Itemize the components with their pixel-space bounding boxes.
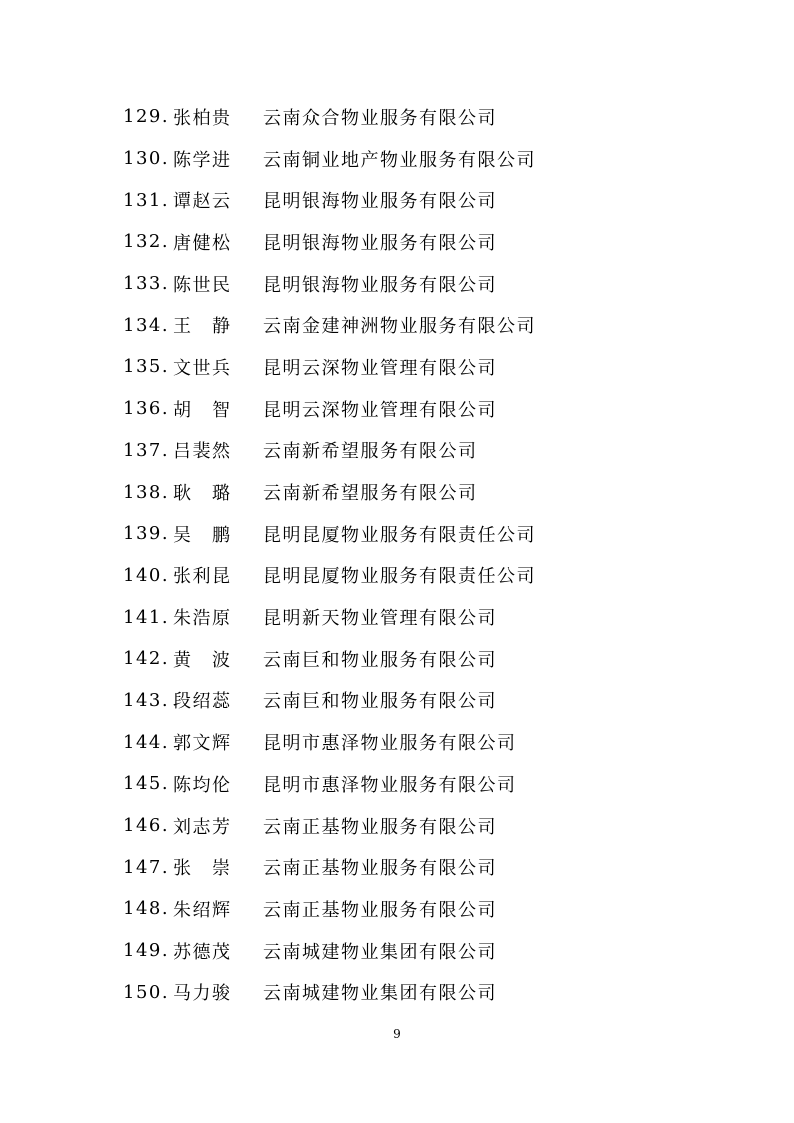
entry-number: 142.: [123, 648, 170, 670]
entry-name: 张 崇: [173, 858, 232, 880]
entry-number: 129.: [123, 106, 170, 128]
entry-company: 昆明昆厦物业服务有限责任公司: [263, 524, 536, 546]
entry-name: 黄 波: [173, 649, 232, 671]
entry-name: 耿 璐: [173, 483, 232, 505]
entry-name: 唐健松: [173, 232, 232, 254]
entry-company: 云南城建物业集团有限公司: [263, 983, 497, 1005]
entry-name: 文世兵: [173, 357, 232, 379]
entry-name: 陈世民: [173, 274, 232, 296]
entry-number: 133.: [123, 273, 170, 295]
list-item: [123, 263, 683, 305]
entry-number: 146.: [123, 815, 170, 837]
list-item: [123, 805, 683, 847]
list-item: [123, 930, 683, 972]
entry-company: 昆明云深物业管理有限公司: [263, 357, 497, 379]
entry-company: 云南新希望服务有限公司: [263, 483, 478, 505]
list-item: [123, 471, 683, 513]
entry-company: 云南新希望服务有限公司: [263, 441, 478, 463]
entry-name: 陈均伦: [173, 774, 232, 796]
list-item: [123, 971, 683, 1013]
list-item: [123, 179, 683, 221]
list-item: [123, 138, 683, 180]
entry-company: 云南城建物业集团有限公司: [263, 941, 497, 963]
entry-number: 144.: [123, 731, 170, 753]
entry-company: 云南众合物业服务有限公司: [263, 107, 497, 129]
entry-company: 昆明市惠泽物业服务有限公司: [263, 733, 517, 755]
entry-company: 云南正基物业服务有限公司: [263, 858, 497, 880]
entry-name: 张利昆: [173, 566, 232, 588]
list-item: [123, 596, 683, 638]
entry-company: 昆明市惠泽物业服务有限公司: [263, 774, 517, 796]
list-item: [123, 846, 683, 888]
entry-name: 苏德茂: [173, 941, 232, 963]
entry-company: 云南巨和物业服务有限公司: [263, 691, 497, 713]
entry-number: 139.: [123, 523, 170, 545]
entry-number: 149.: [123, 940, 170, 962]
entry-name: 谭赵云: [173, 191, 232, 213]
entry-company: 昆明云深物业管理有限公司: [263, 399, 497, 421]
entry-name: 吴 鹏: [173, 524, 232, 546]
list-item: [123, 888, 683, 930]
entry-number: 137.: [123, 439, 170, 461]
list-item: [123, 763, 683, 805]
entry-number: 150.: [123, 981, 170, 1003]
entry-name: 朱绍辉: [173, 899, 232, 921]
entry-company: 昆明新天物业管理有限公司: [263, 608, 497, 630]
entry-name: 胡 智: [173, 399, 232, 421]
entry-company: 云南正基物业服务有限公司: [263, 899, 497, 921]
list-item: [123, 555, 683, 597]
list-item: [123, 680, 683, 722]
entry-number: 130.: [123, 148, 170, 170]
list-item: [123, 388, 683, 430]
list-item: [123, 96, 683, 138]
list-item: [123, 638, 683, 680]
entry-number: 141.: [123, 606, 170, 628]
entry-company: 昆明昆厦物业服务有限责任公司: [263, 566, 536, 588]
list-item: [123, 221, 683, 263]
entry-name: 朱浩原: [173, 608, 232, 630]
entry-number: 140.: [123, 564, 170, 586]
entry-company: 昆明银海物业服务有限公司: [263, 191, 497, 213]
list-item: [123, 346, 683, 388]
entry-name: 张柏贵: [173, 107, 232, 129]
entry-company: 昆明银海物业服务有限公司: [263, 274, 497, 296]
entry-number: 131.: [123, 189, 170, 211]
entry-company: 昆明银海物业服务有限公司: [263, 232, 497, 254]
entry-company: 云南铜业地产物业服务有限公司: [263, 149, 536, 171]
entry-number: 135.: [123, 356, 170, 378]
entry-number: 138.: [123, 481, 170, 503]
entry-company: 云南金建神洲物业服务有限公司: [263, 316, 536, 338]
list-item: [123, 513, 683, 555]
entry-company: 云南巨和物业服务有限公司: [263, 649, 497, 671]
entry-number: 132.: [123, 231, 170, 253]
entry-name: 陈学进: [173, 149, 232, 171]
entry-name: 刘志芳: [173, 816, 232, 838]
entry-list: [123, 96, 683, 1013]
entry-number: 147.: [123, 856, 170, 878]
entry-name: 郭文辉: [173, 733, 232, 755]
entry-number: 136.: [123, 398, 170, 420]
entry-company: 云南正基物业服务有限公司: [263, 816, 497, 838]
entry-number: 148.: [123, 898, 170, 920]
list-item: [123, 721, 683, 763]
entry-number: 145.: [123, 773, 170, 795]
entry-name: 段绍蕊: [173, 691, 232, 713]
page-number: 9: [393, 1027, 401, 1041]
entry-number: 143.: [123, 689, 170, 711]
list-item: [123, 430, 683, 472]
entry-name: 王 静: [173, 316, 232, 338]
entry-number: 134.: [123, 314, 170, 336]
entry-name: 吕裴然: [173, 441, 232, 463]
entry-name: 马力骏: [173, 983, 232, 1005]
list-item: [123, 304, 683, 346]
